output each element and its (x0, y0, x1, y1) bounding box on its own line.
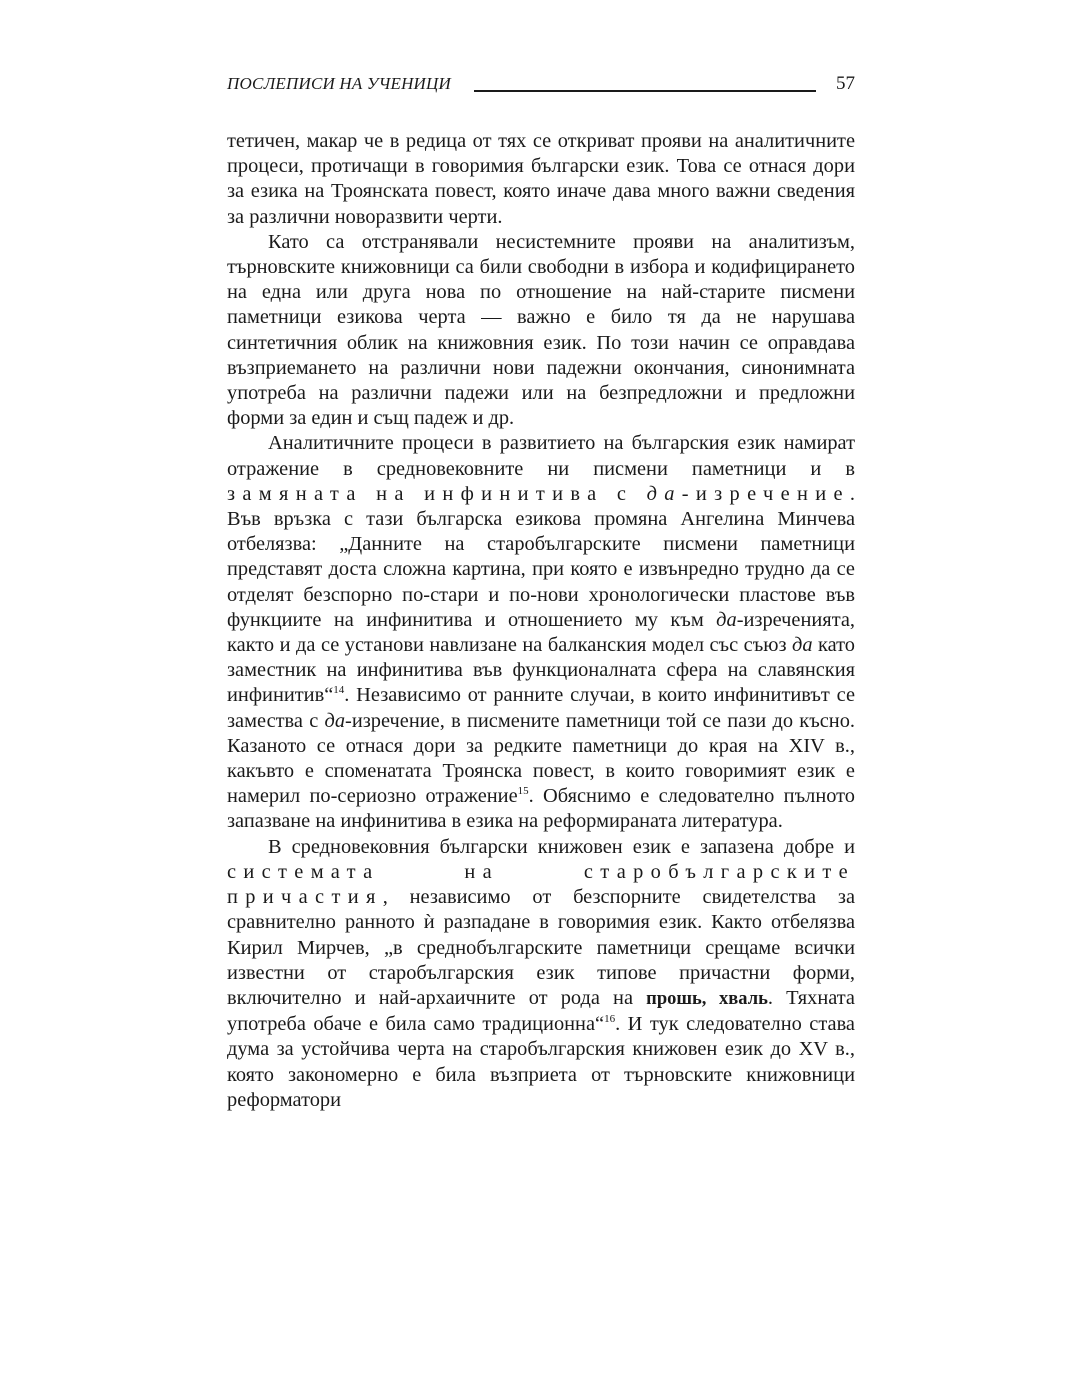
paragraph-text: тетичен, макар че в редица от тях се откриват прояви на аналитичните процеси, протичащи в говоримия български език. Това се отнася дори за езика на Троянската повест, която иначе дава много важни сведения за различни новоразвити черти. (227, 130, 855, 228)
body-text (227, 129, 855, 1113)
paragraph-infinitive (227, 431, 855, 834)
text-run: Аналитичните процеси в развитието на българския език намират отражение в средновековните ни писмени паметници и в (227, 432, 855, 480)
emphasized-term-end: -изречение (681, 482, 850, 505)
running-head: ПОСЛЕПИСИ НА УЧЕНИЦИ (227, 74, 451, 93)
italic-word: да (716, 608, 737, 631)
emphasized-italic: да (646, 482, 682, 505)
paragraph-text: Като са отстранявали несистемните прояви на аналитизъм, търновските книжовници са били свободни в избора и кодифицирането на една или друга нова по отношение на най-старите писмени паметници езикова черта — важно е било тя да не нарушава синтетичния облик на книжовния език. По този начин се оправдава възприемането на различни нови падежни окончания, синонимната употреба на различни падежи или на безпредложни и предложни форми за един и същ падеж и др. (227, 230, 855, 430)
paragraph-analytism (227, 230, 855, 432)
text-run: , независимо от безспорните свидетелства за сравнително ранното ѝ разпадане в говоримия език. Както отбелязва Кирил Мирчев, „в среднобългарските паметници срещаме всички известни от старобългарския език типове причастни форми, включително и най-архаичните от рода на (227, 886, 855, 1009)
italic-word: да (324, 709, 346, 732)
emphasized-term: системата на старобългарските причастия (227, 860, 855, 909)
page-header (227, 74, 855, 100)
text-run: -изреченията, както и да се установи навлизане на балканския модел със съюз (227, 608, 855, 657)
text-run: . И тук следователно става дума за устойчива черта на старобългарския книжовен език до XV в., която закономерно е била възприета от търновските книжовници реформатори (227, 1013, 855, 1111)
text-run: . Независимо от ранните случаи, в които инфинитивът се замества с (227, 684, 855, 732)
page-number: 57 (836, 73, 855, 94)
text-run: -изречение, в писмените паметници той се пази до късно. Казаното се отнася дори за редките паметници до края на XIV в., какъвто е споменатата Троянска повест, в които говоримият език е намерил по-сериозно отражение (227, 709, 855, 808)
italic-word: да (792, 634, 813, 657)
header-rule (474, 90, 816, 92)
footnote-ref-14[interactable]: 14 (333, 684, 345, 697)
paragraph-participles (227, 835, 855, 1113)
text-run: като заместник на инфинитива във функционалната сфера на славянския инфинитив“ (227, 634, 855, 707)
old-church-forms: прошь, хваль (646, 988, 768, 1009)
text-run: . Обяснимо е следователно пълното запазване на инфинитива в езика на реформираната литература. (227, 785, 855, 833)
text-run: В средновековния български книжовен език е запазена добре и (268, 835, 855, 858)
footnote-ref-15[interactable]: 15 (517, 785, 529, 798)
paragraph-continuation (227, 129, 855, 230)
text-run: . Във връзка с тази българска езикова промяна Ангелина Минчева отбелязва: „Данните на старобългарските писмени паметници представят доста сложна картина, при която е извънредно трудно да се отделят безспорно по-стари и по-нови хронологически пластове във функциите на инфинитива и отношението му към (227, 482, 855, 631)
footnote-ref-16[interactable]: 16 (604, 1013, 616, 1026)
emphasized-term: замяната на инфинитива с (227, 482, 647, 505)
text-run: . Тяхната употреба обаче е била само традиционна“ (227, 986, 855, 1036)
